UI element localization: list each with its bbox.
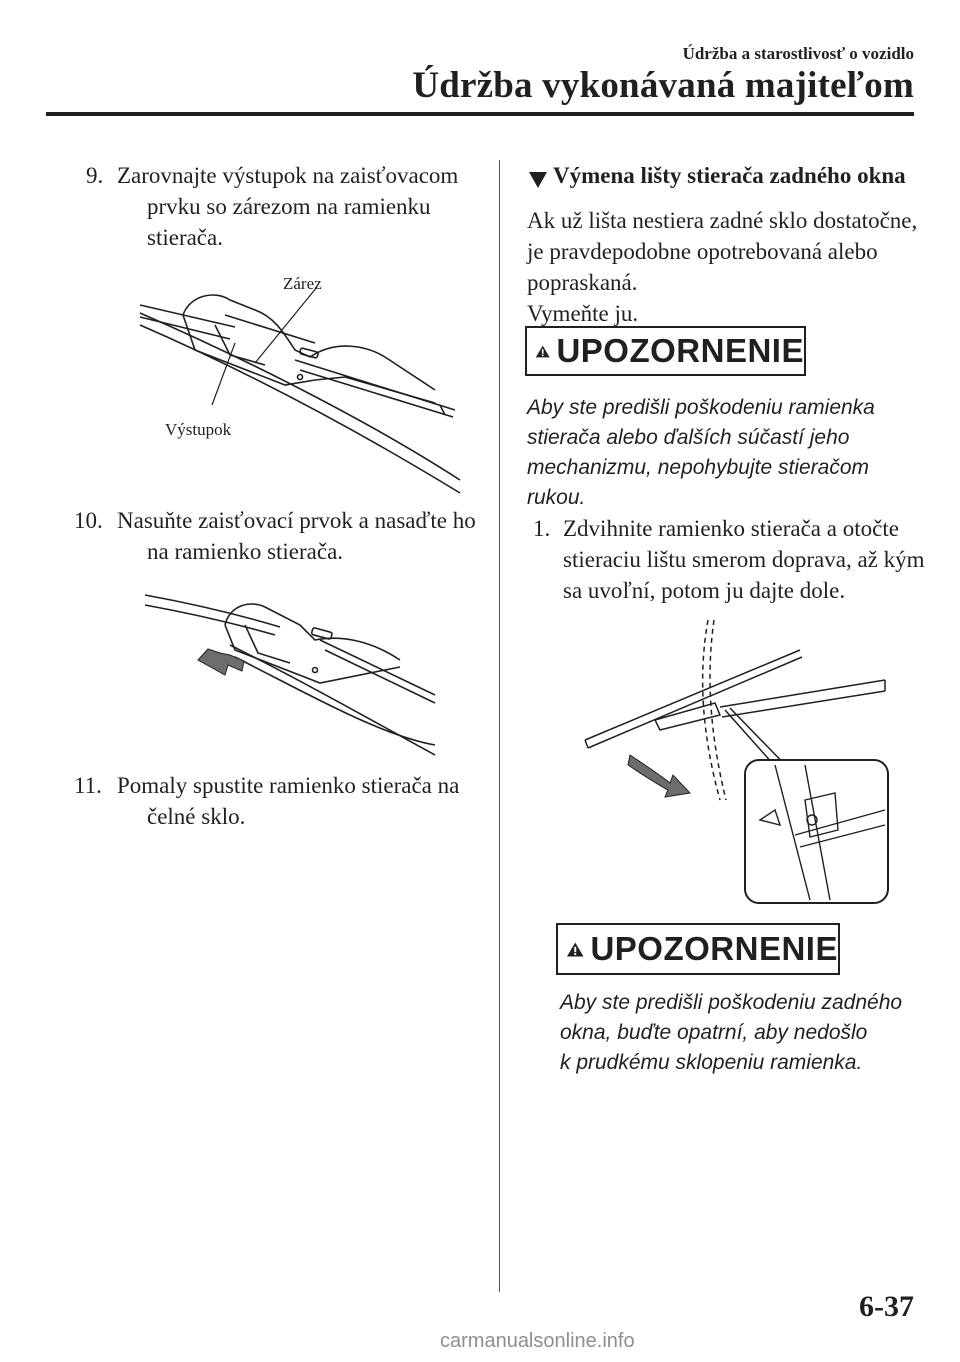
step-1-line-2: stieraciu lištu smerom doprava, až kým: [563, 547, 925, 572]
wiper-alignment-illustration: [135, 265, 465, 500]
running-header-section: Údržba a starostlivosť o vozidlo: [682, 44, 914, 63]
step-9-line-3: stierača.: [147, 225, 223, 250]
step-9-line-1: Zarovnajte výstupok na zaisťovacom: [117, 163, 459, 188]
warning-box-2: [556, 923, 840, 975]
intro-line-2: je pravdepodobne opotrebovaná alebo: [527, 239, 878, 264]
footer-watermark[interactable]: carmanualsonline.info: [440, 1330, 635, 1352]
step-10-line-2: na ramienko stierača.: [147, 539, 344, 564]
section-title: Výmena lišty stierača zadného okna: [553, 163, 906, 188]
triangle-down-icon: [528, 171, 548, 189]
figure-wiper-slide: [140, 585, 440, 760]
step-1-number: 1.: [533, 516, 551, 541]
warning-box-1: [525, 326, 806, 376]
warning-2-line-1: Aby ste predišli poškodeniu zadného: [560, 991, 903, 1014]
step-11-line-2: čelné sklo.: [147, 804, 246, 829]
page-number: 6-37: [859, 1290, 914, 1323]
figure-rear-wiper: [580, 615, 895, 905]
warning-1-label: UPOZORNENIE: [556, 332, 804, 369]
warning-1-line-3: mechanizmu, nepohybujte stieračom: [527, 456, 870, 479]
intro-line-1: Ak už lišta nestiera zadné sklo dostatočne,: [527, 208, 918, 233]
intro-line-4: Vymeňte ju.: [527, 301, 639, 326]
page-title: Údržba vykonávaná majiteľom: [412, 65, 914, 106]
step-9-line-2: prvku so zárezom na ramienku: [147, 194, 431, 219]
intro-line-3: popraskaná.: [527, 270, 638, 295]
wiper-slide-illustration: [140, 585, 440, 760]
step-11-line-1: Pomaly spustite ramienko stierača na: [117, 773, 460, 798]
warning-2-label: UPOZORNENIE: [590, 930, 838, 967]
warning-triangle-icon: [535, 335, 550, 368]
step-1-line-3: sa uvoľní, potom ju dajte dole.: [563, 578, 846, 603]
warning-1-line-1: Aby ste predišli poškodeniu ramienka: [527, 396, 875, 419]
warning-triangle-icon: [566, 933, 584, 966]
warning-2-line-2: okna, buďte opatrní, aby nedošlo: [560, 1021, 868, 1044]
label-vystupok: Výstupok: [165, 420, 232, 439]
intro-paragraph: [527, 205, 927, 329]
step-10-number: 10.: [74, 508, 103, 533]
column-divider: [499, 160, 500, 1292]
warning-1-line-4: rukou.: [527, 486, 586, 509]
warning-1-line-2: stierača alebo ďalších súčastí jeho: [527, 426, 850, 449]
step-11-number: 11.: [74, 773, 102, 798]
figure-wiper-alignment: [135, 265, 465, 500]
step-1-line-1: Zdvihnite ramienko stierača a otočte: [563, 516, 899, 541]
rear-wiper-illustration: [580, 615, 895, 905]
warning-2-line-3: k prudkému sklopeniu ramienka.: [560, 1051, 863, 1074]
label-zarez: Zárez: [283, 274, 322, 293]
step-9-number: 9.: [86, 163, 104, 188]
warning-2-text: [560, 988, 920, 1078]
header-rule: [46, 112, 914, 116]
warning-1-text: [527, 393, 927, 513]
step-10-line-1: Nasuňte zaisťovací prvok a nasaďte ho: [117, 508, 476, 533]
